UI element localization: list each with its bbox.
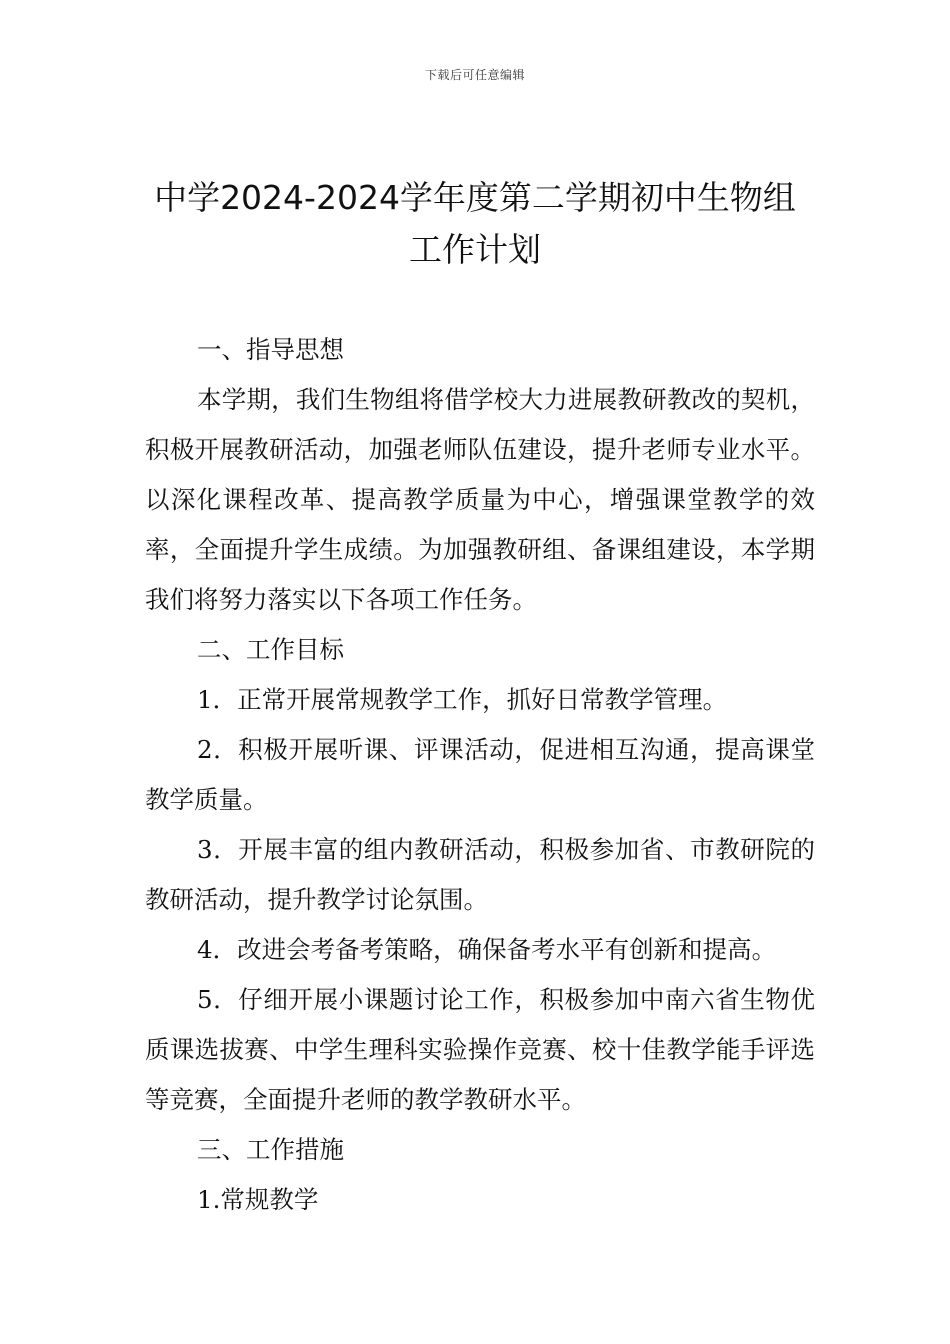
goal-item-2: 2．积极开展听课、评课活动，促进相互沟通，提高课堂教学质量。 <box>145 735 815 814</box>
subsection-heading-routine-teaching: 1.常规教学 <box>197 1185 319 1214</box>
paragraph-guiding-ideology: 本学期，我们生物组将借学校大力进展教研教改的契机，积极开展教研活动，加强老师队伍建设，提升老师专业水平。以深化课程改革、提高教学质量为中心，增强课堂教学的效率，全面提升学生成绩。为加强教研组、备课组建设，本学期我们将努力落实以下各项工作任务。 <box>145 385 815 614</box>
goal-item-5: 5．仔细开展小课题讨论工作，积极参加中南六省生物优质课选拔赛、中学生理科实验操作竞赛、校十佳教学能手评选等竞赛，全面提升老师的教学教研水平。 <box>145 985 815 1114</box>
goal-item-4: 4．改进会考备考策略，确保备考水平有创新和提高。 <box>197 935 777 964</box>
header-note: 下载后可任意编辑 <box>424 68 525 82</box>
section-heading-guiding-ideology: 一、指导思想 <box>197 335 344 364</box>
section-heading-work-measures: 三、工作措施 <box>197 1135 344 1164</box>
goal-item-3: 3．开展丰富的组内教研活动，积极参加省、市教研院的教研活动，提升教学讨论氛围。 <box>145 835 815 914</box>
document-title: 中学2024-2024学年度第二学期初中生物组工作计划 <box>154 178 796 269</box>
goal-item-1: 1．正常开展常规教学工作，抓好日常教学管理。 <box>197 685 728 714</box>
section-heading-work-goals: 二、工作目标 <box>197 635 344 664</box>
document-body <box>145 325 815 1225</box>
